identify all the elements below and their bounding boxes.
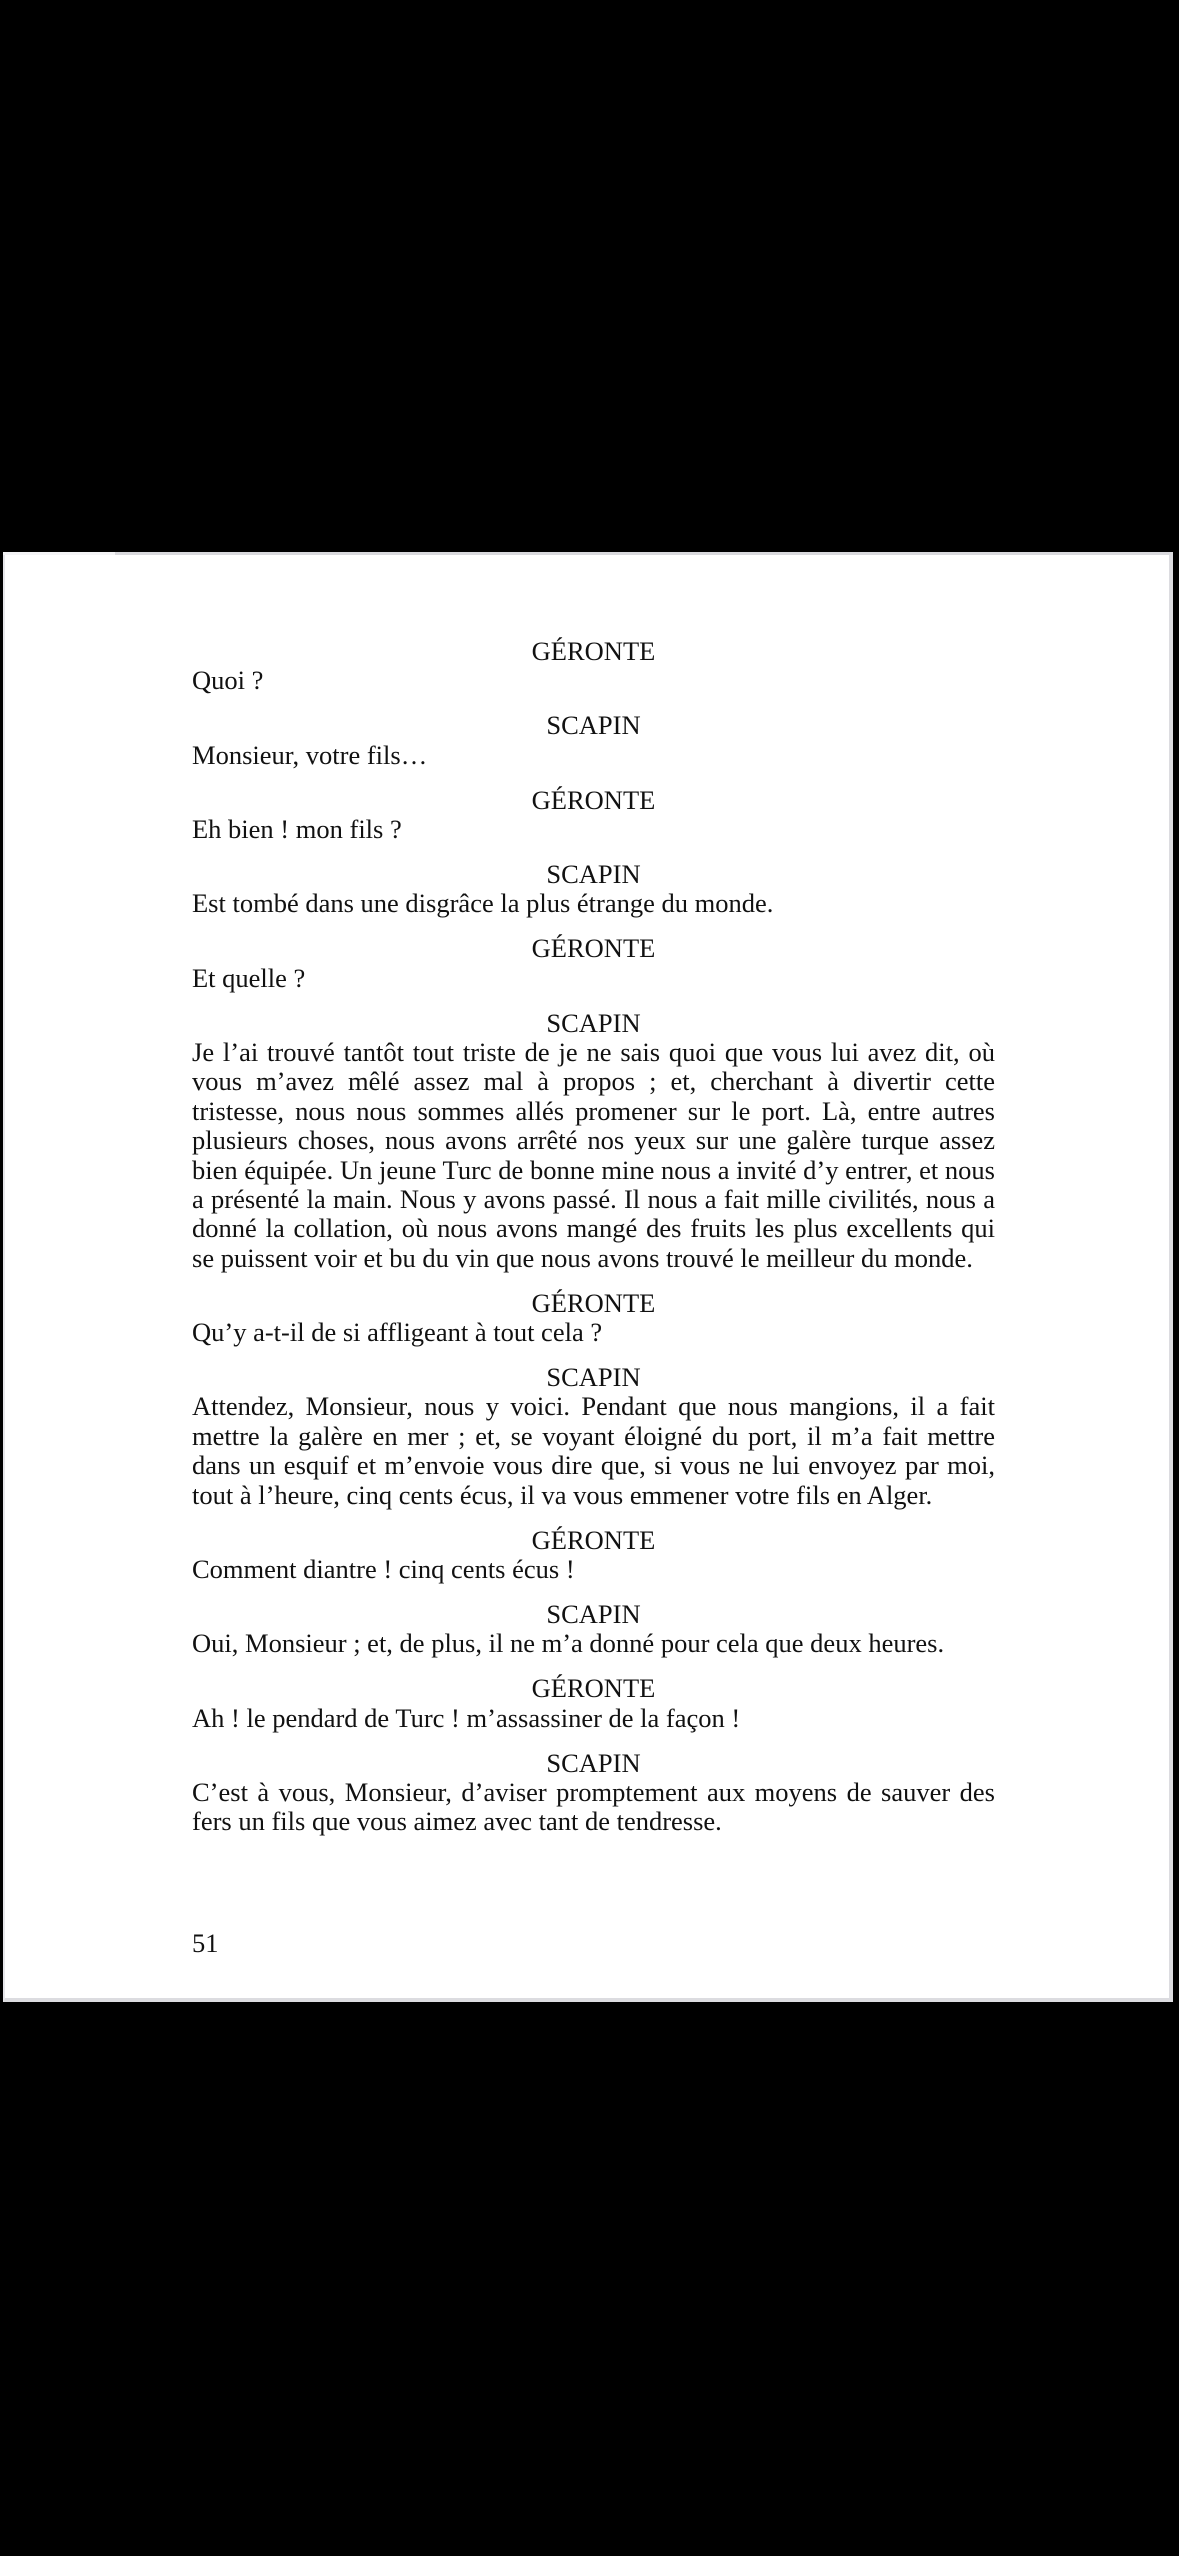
dialogue-line: Oui, Monsieur ; et, de plus, il ne m’a donné pour cela que deux heures. bbox=[192, 1628, 945, 1659]
speaker-name: GÉRONTE bbox=[531, 1287, 656, 1318]
speaker-name: GÉRONTE bbox=[531, 1673, 656, 1704]
speaker-name: SCAPIN bbox=[546, 1747, 641, 1778]
dialogue-line: Ah ! le pendard de Turc ! m’assassiner de la façon ! bbox=[192, 1702, 741, 1733]
speaker-name: GÉRONTE bbox=[531, 1524, 656, 1555]
dialogue-line: Attendez, Monsieur, nous y voici. Pendant que nous mangions, il a fait mettre la galère en mer ; et, se voyant éloigné du port, il m’a fait mettre dans un esquif et m’envoie vous dire que, si vous ne lui envoyez par moi, tout à l’heure, cinq cents écus, il va vous emmener votre fils en Alger. bbox=[192, 1391, 995, 1510]
speaker-name: SCAPIN bbox=[546, 1007, 641, 1038]
speaker-name: SCAPIN bbox=[546, 1362, 641, 1393]
dialogue-line: Quoi ? bbox=[192, 665, 264, 696]
speaker-name: GÉRONTE bbox=[531, 636, 656, 666]
dialogue-line: Comment diantre ! cinq cents écus ! bbox=[192, 1553, 575, 1584]
speaker-name: SCAPIN bbox=[546, 1598, 641, 1629]
page-content bbox=[192, 637, 995, 1852]
dialogue-line: Est tombé dans une disgrâce la plus étrange du monde. bbox=[192, 888, 774, 919]
dialogue-line: Je l’ai trouvé tantôt tout triste de je ne sais quoi que vous lui avez dit, où vous m’avez mêlé assez mal à propos ; et, cherchant à divertir cette tristesse, nous nous sommes allés promener sur le port. Là, entre autres plusieurs choses, nous avons arrêté nos yeux sur une galère turque assez bien équipée. Un jeune Turc de bonne mine nous a invité d’y entrer, et nous a présenté la main. Nous y avons passé. Il nous a fait mille civilités, nous a donné la collation, où nous avons mangé des fruits les plus excellents qui se puissent voir et bu du vin que nous avons trouvé le meilleur du monde. bbox=[192, 1036, 995, 1273]
document-page bbox=[3, 552, 1173, 2002]
dialogue-line: Qu’y a-t-il de si affligeant à tout cela ? bbox=[192, 1317, 603, 1348]
page-edge-highlight bbox=[3, 552, 115, 555]
dialogue-line: C’est à vous, Monsieur, d’aviser promptement aux moyens de sauver des fers un fils que vous aimez avec tant de tendresse. bbox=[192, 1776, 995, 1837]
speaker-name: SCAPIN bbox=[546, 710, 641, 741]
dialogue-line: Monsieur, votre fils… bbox=[192, 739, 428, 770]
speaker-name: GÉRONTE bbox=[531, 784, 656, 815]
dialogue-line: Et quelle ? bbox=[192, 962, 306, 993]
speaker-name: GÉRONTE bbox=[531, 933, 656, 964]
page-number: 51 bbox=[192, 1928, 219, 1958]
speaker-name: SCAPIN bbox=[546, 858, 641, 889]
dialogue-line: Eh bien ! mon fils ? bbox=[192, 814, 402, 845]
